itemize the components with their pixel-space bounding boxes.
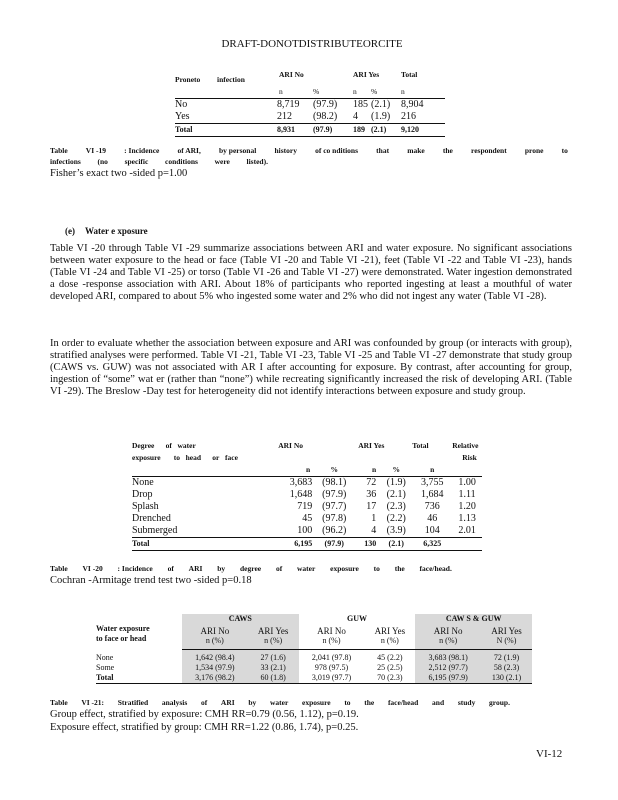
table-row: None 3,683 (98.1) 72 (1.9) 3,755 1.00 bbox=[132, 477, 476, 488]
table-vi-21: Water exposure to face or head CAWS GUW CAW S & GUW ARI No ARI Yes ARI No ARI Yes ARI No ARI Yes n (%) n (%) n (%) n (%) n (%) N (%) None 1,642 (98.4) 27 (1.6) 2,041 (97.8) 45 (2.2) 3,683 (98.1) 72 (1.9) Some 1,534 (97.9) 33 (2.1) 978 (97.5) 25 (2.5) 2,512 (97.7) 58 (2.3) Total 3,176 (98.2) 60 (1.8) 3,019 (97.7) 70 (2.3) 6,195 (97.9) 130 (2.1) bbox=[96, 614, 532, 684]
page-header: DRAFT-DONOTDISTRIBUTEORCITE bbox=[221, 38, 403, 50]
sub-header: n bbox=[277, 86, 313, 99]
col-group-header: ARI No bbox=[279, 70, 304, 79]
col-header: Proneto bbox=[175, 75, 201, 84]
col-header: infection bbox=[217, 75, 245, 84]
table-caption: Table VI -20 : Incidence of ARI by degree of water exposure to the face/head. bbox=[50, 564, 452, 573]
stat-cochran: Cochran -Armitage trend test two -sided p=0.18 bbox=[50, 575, 252, 586]
table-vi-19 bbox=[175, 64, 445, 137]
paragraph-2: In order to evaluate whether the association between exposure and ARI was confounded by group (or interacts with group), stratified analyses were performed. Table VI -21, Table VI -23, Table VI -25 and Table VI -27 demonstrate that study group (CAWS vs. GUW) was not associated with AR I after accounting for exposure. By contrast, after accounting for group, ingestion of “some” wat er (rather than “none”) while recreating significantly increased the risk of developing ARI. (Table VI -29). The Breslow -Day test for heterogeneity did not identify interactions between exposure and study group. bbox=[50, 338, 572, 397]
table-caption: Table VI -19 : Incidence of ARI, by personal history of co nditions that make the respondent prone to bbox=[50, 146, 568, 155]
sub-header: n bbox=[401, 86, 445, 99]
page-number: VI-12 bbox=[536, 748, 563, 760]
table-row: Drop 1,648 (97.9) 36 (2.1) 1,684 1.11 bbox=[132, 489, 476, 500]
table-row: Yes 212 (98.2) 4 (1.9) 216 bbox=[175, 111, 416, 122]
table-caption: Table VI -21: Stratified analysis of ARI by water exposure to the face/head and study group. bbox=[50, 698, 510, 707]
table-row: Total 3,176 (98.2) 60 (1.8) 3,019 (97.7) 70 (2.3) 6,195 (97.9) 130 (2.1) bbox=[96, 673, 532, 684]
table-row: Total 6,195 (97.9) 130 (2.1) 6,325 bbox=[132, 538, 482, 551]
sub-header: % bbox=[371, 86, 401, 99]
sub-header: n bbox=[353, 86, 371, 99]
col-group-header: ARI No bbox=[278, 441, 303, 450]
group-header-guw: GUW bbox=[346, 614, 367, 623]
section-title: Water e xposure bbox=[85, 226, 148, 236]
col-group-header: ARI Yes bbox=[353, 70, 380, 79]
section-label: (e) bbox=[65, 226, 75, 236]
table-row: None 1,642 (98.4) 27 (1.6) 2,041 (97.8) 45 (2.2) 3,683 (98.1) 72 (1.9) bbox=[96, 650, 532, 664]
col-group-header: Total bbox=[401, 70, 418, 79]
col-group-header: ARI Yes bbox=[358, 441, 385, 450]
stat-fisher: Fisher’s exact two -sided p=1.00 bbox=[50, 168, 188, 179]
stat-exposure-effect: Exposure effect, stratified by group: CMH RR=1.22 (0.86, 1.74), p=0.25. bbox=[50, 722, 359, 733]
table-vi-20: Degree of water exposure to head or face ARI No ARI Yes Total Relative Risk n % n % n None 3,683 (98.1) 72 (1.9) 3,755 1.00 Drop 1,648 (97.9) 36 (2.1) 1,684 1.11 Splash 719 (97.7) 17 (2.3) 736 1.20 Drenched 45 (97.8) 1 (2.2) 46 1.13 Submerged 100 (96.2) 4 (3.9) 104 2.01 Total 6,195 (97.9) 130 (2.1) 6,325 bbox=[132, 440, 482, 551]
table-row: Drenched 45 (97.8) 1 (2.2) 46 1.13 bbox=[132, 513, 476, 524]
stat-group-effect: Group effect, stratified by exposure: CMH RR=0.79 (0.56, 1.12), p=0.19. bbox=[50, 709, 359, 720]
table-row: Some 1,534 (97.9) 33 (2.1) 978 (97.5) 25 (2.5) 2,512 (97.7) 58 (2.3) bbox=[96, 663, 532, 673]
table-row: Submerged 100 (96.2) 4 (3.9) 104 2.01 bbox=[132, 525, 476, 536]
table-row: No 8,719 (97.9) 185 (2.1) 8,904 bbox=[175, 99, 424, 110]
col-group-header: Total bbox=[412, 441, 429, 450]
table-row: Total 8,931 (97.9) 189 (2.1) 9,120 bbox=[175, 124, 445, 137]
sub-header: % bbox=[313, 86, 353, 99]
group-header-combined: CAW S & GUW bbox=[415, 614, 532, 624]
group-header-caws: CAWS bbox=[182, 614, 299, 624]
table-caption-line2: infections (no specific conditions were listed). bbox=[50, 157, 268, 166]
paragraph-1: Table VI -20 through Table VI -29 summarize associations between ARI and water exposure. No significant associations between water exposure to the head or face (Table VI -20 and Table VI -21), feet (Table VI -22 and Table VI -23), hands (Table VI -24 and Table VI -25) or torso (Table VI -26 and Table VI -27) were demonstrated. Water ingestion demonstrated a dose -response association with ARI. About 18% of participants who reported ingesting at least a mouthful of water developed ARI, compared to about 5% who ingested some water and 2% who did not ingest any water (Table VI -28). bbox=[50, 243, 572, 302]
table-row: Splash 719 (97.7) 17 (2.3) 736 1.20 bbox=[132, 501, 476, 512]
